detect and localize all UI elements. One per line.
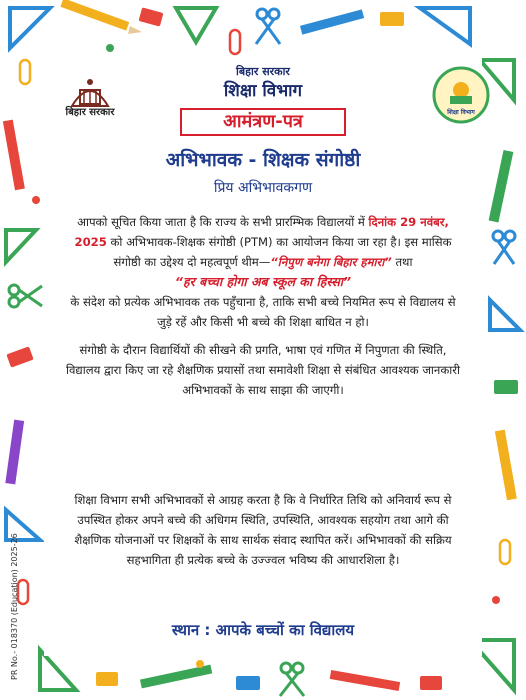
after-date-text: को अभिभावक-शिक्षक संगोष्ठी (PTM) का आयोजन किया जा रहा है। इस मासिक संगोष्ठी का उद्देश्य दो महत्वपूर्ण थीम— xyxy=(110,235,452,269)
intro-text: आपको सूचित किया जाता है कि राज्य के सभी प्रारम्भिक विद्यालयों में xyxy=(77,215,365,229)
purpose-text: के संदेश को प्रत्येक अभिभावक तक पहुँचाना है, ताकि सभी बच्चे नियमित रूप से विद्यालय से जुड़े रहें और किसी भी बच्चे की शिक्षा बाधित न हो। xyxy=(70,295,456,329)
department-name: शिक्षा विभाग xyxy=(223,81,303,101)
event-date: दिनांक 29 नवंबर, 2025 xyxy=(74,215,449,249)
eraser-icon xyxy=(380,12,404,26)
salutation: प्रिय अभिभावकगण xyxy=(213,180,313,196)
paragraph-agenda: संगोष्ठी के दौरान विद्यार्थियों की सीखने की प्रगति, भाषा एवं गणित में निपुणता की स्थिति, विद्यालय द्वारा किए जा रहे शैक्षणिक प्रयासों तथा समावेशी शिक्षा से संबंधित आवश्यक जानकारी अभिभावकों के साथ साझा की जाएगी। xyxy=(65,343,461,397)
right-logo-text: शिक्षा विभाग xyxy=(447,109,475,116)
government-name: बिहार सरकार xyxy=(236,65,290,78)
eraser-icon xyxy=(96,672,118,686)
event-title: अभिभावक - शिक्षक संगोष्ठी xyxy=(165,149,361,171)
eraser-icon xyxy=(236,676,260,690)
pr-number: PR No.- 018370 (Education) 2025-26 xyxy=(10,533,19,680)
paragraph-intro xyxy=(62,212,464,332)
slogan-1: “निपुण बनेगा बिहार हमारा” xyxy=(270,255,392,269)
slogan-2: “हर बच्चा होगा अब स्कूल का हिस्सा” xyxy=(174,274,352,289)
left-emblem-caption: बिहार सरकार xyxy=(65,107,115,118)
paragraph-appeal: शिक्षा विभाग सभी अभिभावकों से आग्रह करता है कि वे निर्धारित तिथि को अनिवार्य रूप से उपस्थित होकर अपने बच्चे की अधिगम स्थिति, उपस्थिति, आवश्यक सहयोग तथा आगे की शैक्षणिक योजनाओं पर शिक्षकों के साथ सार्थक संवाद स्थापित करें। अभिभावकों की सक्रिय सहभागिता ही प्रत्येक बच्चे के उज्ज्वल भविष्य की आधारशिला है। xyxy=(74,493,452,567)
venue-line: स्थान : आपके बच्चों का विद्यालय xyxy=(171,621,355,639)
eraser-icon xyxy=(494,380,518,394)
tatha-text: तथा xyxy=(395,255,413,269)
invitation-banner: आमंत्रण-पत्र xyxy=(180,108,346,136)
eraser-icon xyxy=(420,676,442,690)
